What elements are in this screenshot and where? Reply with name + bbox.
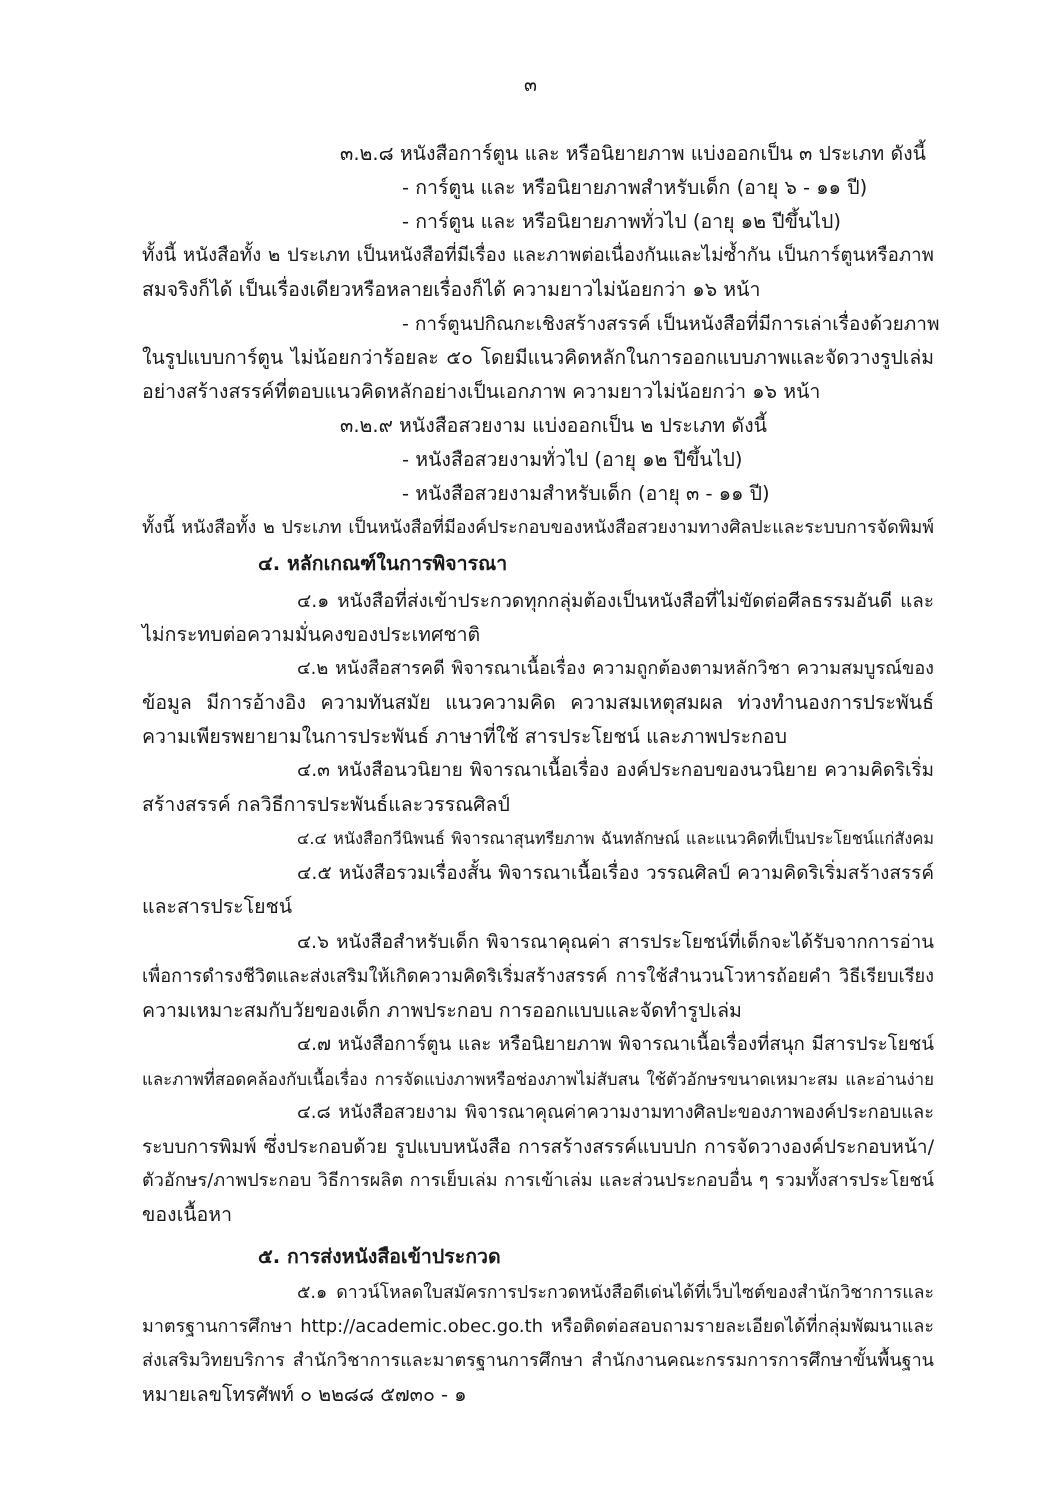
text-line: ของเนื้อหา bbox=[142, 1203, 233, 1226]
text-line: - การ์ตูน และ หรือนิยายภาพสำหรับเด็ก (อายุ ๖ - ๑๑ ปี) bbox=[402, 176, 868, 199]
text-line: มาตรฐานการศึกษา http://academic.obec.go.th หรือติดต่อสอบถามรายละเอียดได้ที่กลุ่มพัฒนาและ bbox=[142, 1316, 934, 1337]
text-line: อย่างสร้างสรรค์ที่ตอบแนวคิดหลักอย่างเป็นเอกภาพ ความยาวไม่น้อยกว่า ๑๖ หน้า bbox=[142, 380, 821, 403]
text-line: และภาพที่สอดคล้องกับเนื้อเรื่อง การจัดแบ่งภาพหรือช่องภาพไม่สับสน ใช้ตัวอักษรขนาดเหมาะสม และอ่านง่าย bbox=[142, 1069, 934, 1089]
text-line: ๔.๒ หนังสือสารคดี พิจารณาเนื้อเรื่อง ความถูกต้องตามหลักวิชา ความสมบูรณ์ของ bbox=[297, 658, 934, 679]
text-line: ในรูปแบบการ์ตูน ไม่น้อยกว่าร้อยละ ๕๐ โดยมีแนวคิดหลักในการออกแบบภาพและจัดวางรูปเล่ม bbox=[142, 346, 934, 369]
text-line: สมจริงก็ได้ เป็นเรื่องเดียวหรือหลายเรื่องก็ได้ ความยาวไม่น้อยกว่า ๑๖ หน้า bbox=[142, 278, 761, 301]
text-line: ๔.๖ หนังสือสำหรับเด็ก พิจารณาคุณค่า สารประโยชน์ที่เด็กจะได้รับจากการอ่าน bbox=[297, 932, 934, 953]
text-line: ๔.๔ หนังสือกวีนิพนธ์ พิจารณาสุนทรียภาพ ฉันทลักษณ์ และแนวคิดที่เป็นประโยชน์แก่สังคม bbox=[297, 829, 934, 848]
text-line: ๓.๒.๙ หนังสือสวยงาม แบ่งออกเป็น ๒ ประเภท ดังนี้ bbox=[340, 414, 767, 437]
text-line: ๔.๑ หนังสือที่ส่งเข้าประกวดทุกกลุ่มต้องเป็นหนังสือที่ไม่ขัดต่อศีลธรรมอันดี และ bbox=[297, 590, 934, 612]
text-line: ๕.๑ ดาวน์โหลดใบสมัครการประกวดหนังสือดีเด่นได้ที่เว็บไซต์ของสำนักวิชาการและ bbox=[297, 1283, 934, 1303]
text-line: สร้างสรรค์ กลวิธีการประพันธ์และวรรณศิลป์ bbox=[142, 793, 510, 816]
text-line: - หนังสือสวยงามสำหรับเด็ก (อายุ ๓ - ๑๑ ปี) bbox=[402, 482, 770, 505]
text-line: ข้อมูล มีการอ้างอิง ความทันสมัย แนวความคิด ความสมเหตุสมผล ท่วงทำนองการประพันธ์ bbox=[142, 691, 934, 714]
section-heading: ๔. หลักเกณฑ์ในการพิจารณา bbox=[258, 552, 508, 575]
text-line: - การ์ตูน และ หรือนิยายภาพทั่วไป (อายุ ๑๒ ปีขึ้นไป) bbox=[402, 210, 842, 233]
section-heading: ๕. การส่งหนังสือเข้าประกวด bbox=[258, 1245, 501, 1268]
text-line: ทั้งนี้ หนังสือทั้ง ๒ ประเภท เป็นหนังสือที่มีเรื่อง และภาพต่อเนื่องกันและไม่ซ้ำกัน เป็นการ์ตูนหรือภาพ bbox=[142, 245, 934, 266]
text-line: ไม่กระทบต่อความมั่นคงของประเทศชาติ bbox=[142, 623, 481, 646]
text-line: ๓.๒.๘ หนังสือการ์ตูน และ หรือนิยายภาพ แบ่งออกเป็น ๓ ประเภท ดังนี้ bbox=[340, 142, 926, 165]
text-line: ๔.๕ หนังสือรวมเรื่องสั้น พิจารณาเนื้อเรื่อง วรรณศิลป์ ความคิดริเริ่มสร้างสรรค์ bbox=[297, 862, 934, 884]
text-line: ทั้งนี้ หนังสือทั้ง ๒ ประเภท เป็นหนังสือที่มีองค์ประกอบของหนังสือสวยงามทางศิลปะและระบบการจัดพิมพ์ bbox=[142, 517, 934, 538]
text-line: หมายเลขโทรศัพท์ ๐ ๒๒๘๘ ๕๗๓๐ - ๑ bbox=[142, 1383, 467, 1406]
text-line: ความเหมาะสมกับวัยของเด็ก ภาพประกอบ การออกแบบและจัดทำรูปเล่ม bbox=[142, 999, 742, 1022]
text-line: - การ์ตูนปกิณกะเชิงสร้างสรรค์ เป็นหนังสือที่มีการเล่าเรื่องด้วยภาพ bbox=[402, 313, 940, 335]
text-line: และสารประโยชน์ bbox=[142, 895, 293, 918]
text-line: เพื่อการดำรงชีวิตและส่งเสริมให้เกิดความคิดริเริ่มสร้างสรรค์ การใช้สำนวนโวหารถ้อยคำ วิธีเรียบเรียง bbox=[142, 966, 934, 987]
text-line: - หนังสือสวยงามทั่วไป (อายุ ๑๒ ปีขึ้นไป) bbox=[402, 448, 743, 471]
page-number: ๓ bbox=[524, 74, 537, 96]
text-line: ๔.๓ หนังสือนวนิยาย พิจารณาเนื้อเรื่อง องค์ประกอบของนวนิยาย ความคิดริเริ่ม bbox=[297, 760, 934, 781]
text-line: ๔.๘ หนังสือสวยงาม พิจารณาคุณค่าความงามทางศิลปะของภาพองค์ประกอบและ bbox=[297, 1102, 934, 1123]
text-line: ๔.๗ หนังสือการ์ตูน และ หรือนิยายภาพ พิจารณาเนื้อเรื่องที่สนุก มีสารประโยชน์ bbox=[297, 1034, 934, 1055]
text-line: ส่งเสริมวิทยบริการ สำนักวิชาการและมาตรฐานการศึกษา สำนักงานคณะกรรมการการศึกษาขั้นพื้นฐาน bbox=[142, 1350, 934, 1371]
text-line: ตัวอักษร/ภาพประกอบ วิธีการผลิต การเย็บเล่ม การเข้าเล่ม และส่วนประกอบอื่น ๆ รวมทั้งสารประโยชน์ bbox=[142, 1170, 934, 1191]
text-line: ระบบการพิมพ์ ซึ่งประกอบด้วย รูปแบบหนังสือ การสร้างสรรค์แบบปก การจัดวางองค์ประกอบหน้า/ bbox=[142, 1136, 934, 1158]
text-line: ความเพียรพยายามในการประพันธ์ ภาษาที่ใช้ สารประโยชน์ และภาพประกอบ bbox=[142, 725, 787, 748]
